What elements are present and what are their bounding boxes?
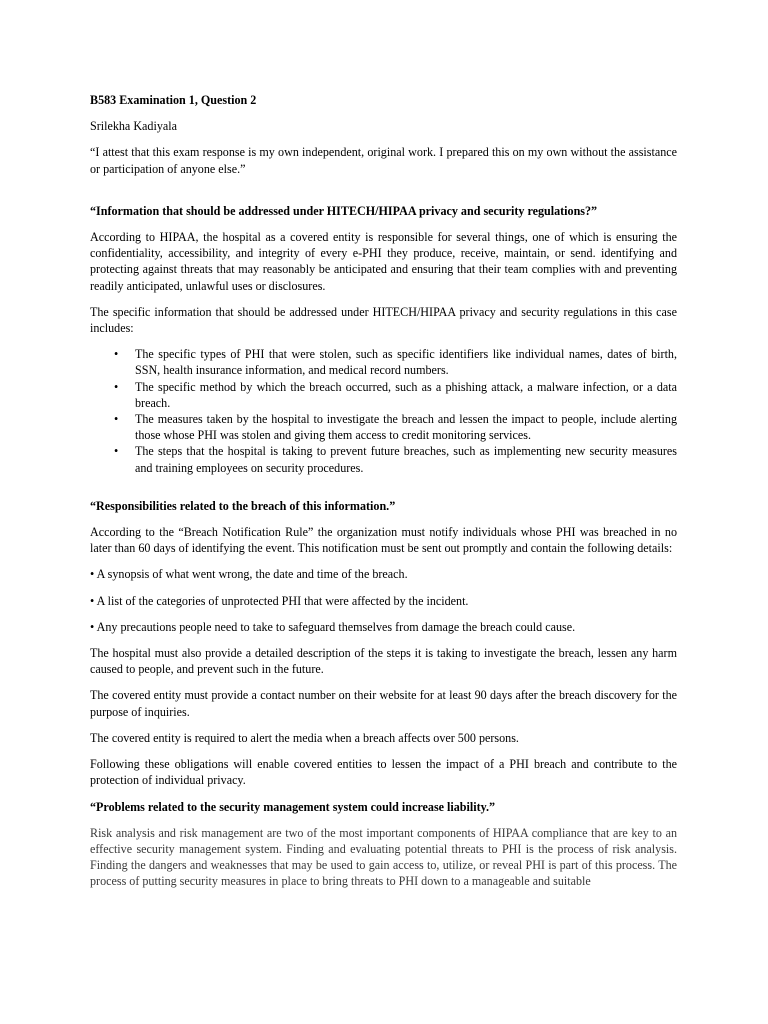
section1-paragraph-1: According to HIPAA, the hospital as a covered entity is responsible for several things, one of which is ensuring the confidentiality, accessibility, and integrity of every e-PHI they produce, receive, maintain, or send. identifying and protecting against threats that may reasonably be anticipated and ensuring that their team complies with and preventing readily anticipated, unlawful uses or disclosures. bbox=[90, 230, 677, 293]
section2-item-2: • A list of the categories of unprotected PHI that were affected by the incident. bbox=[90, 593, 469, 608]
section1-heading: “Information that should be addressed under HITECH/HIPAA privacy and security regulations?” bbox=[90, 203, 598, 218]
section1-bullet-list bbox=[90, 346, 677, 476]
bullet-marker: • bbox=[114, 412, 119, 427]
bullet-marker: • bbox=[114, 444, 119, 459]
document-title: B583 Examination 1, Question 2 bbox=[90, 93, 257, 107]
document-page bbox=[90, 92, 677, 900]
section2-item-3: • Any precautions people need to take to safeguard themselves from damage the breach could cause. bbox=[90, 619, 576, 634]
list-item bbox=[90, 379, 677, 411]
author-name: Srilekha Kadiyala bbox=[90, 119, 177, 134]
section2-paragraph-3: The covered entity must provide a contact number on their website for at least 90 days after the breach discovery for the purpose of inquiries. bbox=[90, 688, 677, 719]
list-item bbox=[90, 346, 677, 378]
section2-paragraph-4: The covered entity is required to alert the media when a breach affects over 500 persons. bbox=[90, 730, 519, 745]
section2-paragraph-2: The hospital must also provide a detailed description of the steps it is taking to investigate the breach, lessen any harm caused to people, and prevent such in the future. bbox=[90, 646, 677, 677]
section3-paragraph-1: Risk analysis and risk management are two of the most important components of HIPAA compliance that are key to an effective security management system. Finding and evaluating potential threats to PHI is the process of risk analysis. Finding the dangers and weaknesses that may be used to gain access to, utilize, or reveal PHI is part of this process. The process of putting security measures in place to bring threats to PHI down to a manageable and suitable bbox=[90, 825, 677, 889]
section2-paragraph-5: Following these obligations will enable covered entities to lessen the impact of a PHI breach and contribute to the protection of individual privacy. bbox=[90, 757, 677, 788]
section2-paragraph-1: According to the “Breach Notification Rule” the organization must notify individuals whose PHI was breached in no later than 60 days of identifying the event. This notification must be sent out promptly and contain the following details: bbox=[90, 525, 677, 556]
bullet-marker: • bbox=[114, 347, 119, 362]
section2-heading: “Responsibilities related to the breach of this information.” bbox=[90, 498, 396, 513]
attestation-statement: “I attest that this exam response is my own independent, original work. I prepared this on my own without the assistance or participation of anyone else.” bbox=[90, 145, 677, 176]
list-item bbox=[90, 443, 677, 475]
list-item bbox=[90, 411, 677, 443]
section1-paragraph-2: The specific information that should be addressed under HITECH/HIPAA privacy and security regulations in this case includes: bbox=[90, 304, 677, 336]
list-item-text: The specific method by which the breach occurred, such as a phishing attack, a malware infection, or a data breach. bbox=[135, 379, 677, 410]
bullet-marker: • bbox=[114, 379, 119, 394]
list-item-text: The steps that the hospital is taking to prevent future breaches, such as implementing new security measures and training employees on security procedures. bbox=[135, 444, 677, 475]
section2-item-1: • A synopsis of what went wrong, the date and time of the breach. bbox=[90, 567, 408, 582]
list-item-text: The measures taken by the hospital to investigate the breach and lessen the impact to people, include alerting those whose PHI was stolen and giving them access to credit monitoring services. bbox=[135, 412, 677, 443]
list-item-text: The specific types of PHI that were stolen, such as specific identifiers like individual names, dates of birth, SSN, health insurance information, and medical record numbers. bbox=[135, 347, 677, 378]
section3-heading: “Problems related to the security management system could increase liability.” bbox=[90, 799, 496, 814]
